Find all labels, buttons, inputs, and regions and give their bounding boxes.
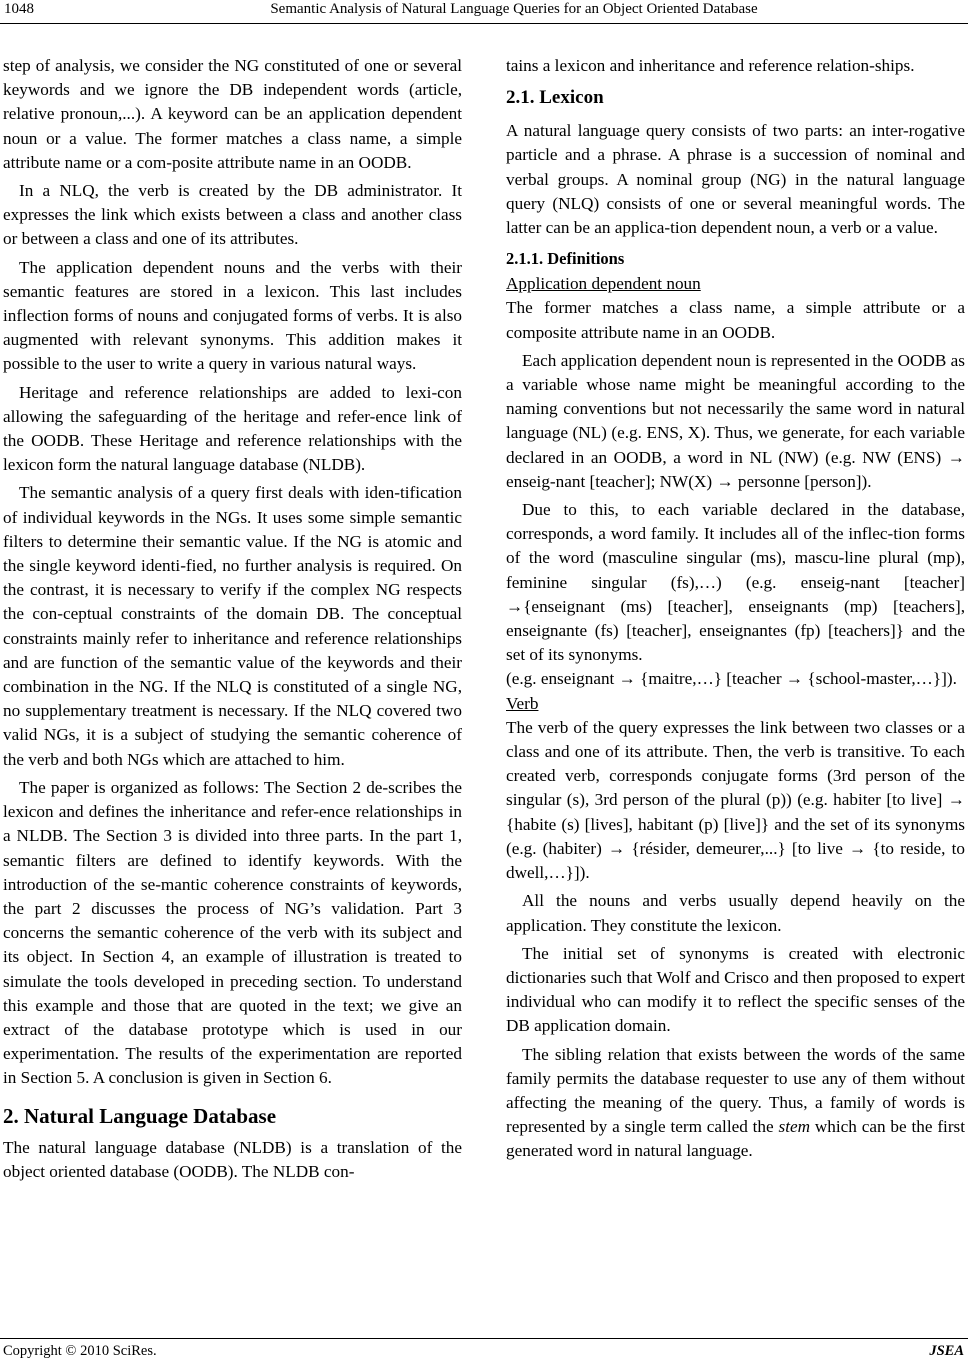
- paragraph-10-text-after: which can be the first generated word in natural language.: [506, 1117, 966, 1161]
- left-paragraph-4: Heritage and reference relationships are added to lexi-con allowing the safeguarding of the heritage and refer-ence link of the OODB. These Heritage and reference relationships with the lexicon form the natural language database (NLDB).: [3, 382, 462, 475]
- subsection-heading-lexicon: 2.1. Lexicon: [506, 87, 604, 109]
- section-heading-natural-language-database: 2. Natural Language Database: [3, 1103, 277, 1128]
- right-paragraph-2: A natural language query consists of two parts: an inter-rogative particle and a phrase. A phrase is a succession of nominal and verbal groups. A nominal group (NG) in the natural language query (NLQ) consists of one or several meaningful words. The latter can be an applica-tion dependent noun, a verb or a value.: [506, 121, 965, 238]
- left-paragraph-7: The natural language database (NLDB) is a translation of the object oriented database (OODB). The NLDB con-: [3, 1137, 462, 1181]
- running-title: Semantic Analysis of Natural Language Queries for an Object Oriented Database: [270, 1, 758, 17]
- right-paragraph-8: All the nouns and verbs usually depend heavily on the application. They constitute the lexicon.: [506, 891, 965, 935]
- right-paragraph-5: Due to this, to each variable declared in the database, corresponds, a word family. It includes all of the inflec-tion forms of the word (masculine singular (ms), mascu-line plural (mp), feminine singular (fs),…) (e.g. enseig-nant [teacher] →{enseignant (ms) [teacher], enseignants (mp) [teachers], enseignante (fs) [teacher], enseignantes (fp) [teachers]} and the set of its synonyms.: [506, 500, 965, 665]
- left-paragraph-5: The semantic analysis of a query first deals with iden-tification of individual keywords in the NGs. It uses some simple semantic filters to determine their semantic value. If the NG is atomic and the single keyword identi-fied, no further analysis is required. On the contrast, it is necessary to verify if the complex NG respects the con-ceptual constraints of the domain DB. The conceptual constraints mainly refer to inheritance and reference relationships and are function of the semantic value of the keywords and their combination in the NG. If the NLQ is constituted of a single NG, no supplementary treatment is necessary. If the NLQ covered two valid NGs, it is a subject of studying the semantic coherence of the verb and both NGs which are attached to him.: [3, 483, 462, 769]
- right-paragraph-1: tains a lexicon and inheritance and reference relation-ships.: [506, 56, 915, 75]
- left-paragraph-1: step of analysis, we consider the NG constituted of one or several keywords and we ignore the DB independent words (article, relative pronoun,...). A keyword can be an application dependent noun or a value. The former matches a class name, a simple attribute name or a com-posite attribute name in an OODB.: [3, 56, 462, 172]
- left-paragraph-6: The paper is organized as follows: The Section 2 de-scribes the lexicon and defines the inheritance and refer-ence relationships in a NLDB. The Section 3 is divided into three parts. In the part 1, semantic filters are defined to identify keywords. With the introduction of the se-mantic coherence constraints of keywords, the part 2 discusses the process of NG’s validation. Part 3 concerns the semantic coherence of the verb with its subject and its object. In Section 4, an example of illustration is treated to simulate the tools developed in preceding section. To understand this example and those that are quoted in the text; we give an extract of the database prototype which is used in our experimentation. The results of the experimentation are reported in Section 5. A conclusion is given in Section 6.: [3, 777, 462, 1088]
- right-paragraph-4: Each application dependent noun is represented in the OODB as a variable whose name might be meaningful according to the naming conventions but not necessarily the same word in natural language (NL) (e.g. ENS, X). Thus, we generate, for each variable declared in an OODB, a word in NL (NW) (e.g. NW (ENS) → enseig-nant [teacher]; NW(X) → personne [person]).: [506, 350, 965, 491]
- right-column: [506, 54, 965, 1164]
- term-verb: Verb: [506, 693, 539, 713]
- stem-term: stem: [778, 1117, 811, 1137]
- right-paragraph-10: [506, 1043, 965, 1164]
- page-number: 1048: [4, 1, 34, 17]
- term-application-dependent-noun: Application dependent noun: [506, 274, 701, 294]
- left-paragraph-2: In a NLQ, the verb is created by the DB administrator. It expresses the link which exists between a class and another class or between a class and one of its attributes.: [3, 181, 462, 249]
- right-paragraph-9: The initial set of synonyms is created with electronic dictionaries such that Wolf and Crisco and then proposed to expert individual who can modify it to reflect the specific senses of the DB application domain.: [506, 943, 965, 1036]
- left-column: [3, 54, 462, 1184]
- header-rule: [0, 23, 968, 24]
- right-paragraph-3: The former matches a class name, a simple attribute or a composite attribute name in an OODB.: [506, 298, 965, 342]
- right-paragraph-7: The verb of the query expresses the link between two classes or a class and one of its attribute. Then, the verb is transitive. To each created verb, corresponds conjugate forms (3rd person of the singular (s), 3rd person of the plural (p)) (e.g. habiter [to live] → {habite (s) [lives], habitant (p) [live]} and the set of its synonyms (e.g. (habiter) → {résider, demeurer,...} [to live → {to reside, to dwell,…}]).: [506, 717, 965, 883]
- copyright-notice: Copyright © 2010 SciRes.: [3, 1343, 157, 1359]
- right-paragraph-6: (e.g. enseignant → {maitre,…} [teacher → {school-master,…}]).: [506, 669, 957, 689]
- paragraph-10-text-before: The sibling relation that exists between the words of the same family permits the database requester to use any of them without affecting the meaning of the query. Thus, a family of words is represented by a single term called the: [506, 1044, 965, 1137]
- left-paragraph-3: The application dependent nouns and the verbs with their semantic features are stored in a lexicon. This last includes inflection forms of nouns and conjugated forms of verbs. It is also augmented with relevant synonyms. This addition makes it possible to the user to write a query in various natural ways.: [3, 257, 462, 374]
- footer-rule: [0, 1338, 968, 1339]
- subsubsection-heading-definitions: 2.1.1. Definitions: [506, 249, 625, 269]
- journal-abbreviation: JSEA: [929, 1343, 964, 1359]
- page-header: [0, 0, 968, 24]
